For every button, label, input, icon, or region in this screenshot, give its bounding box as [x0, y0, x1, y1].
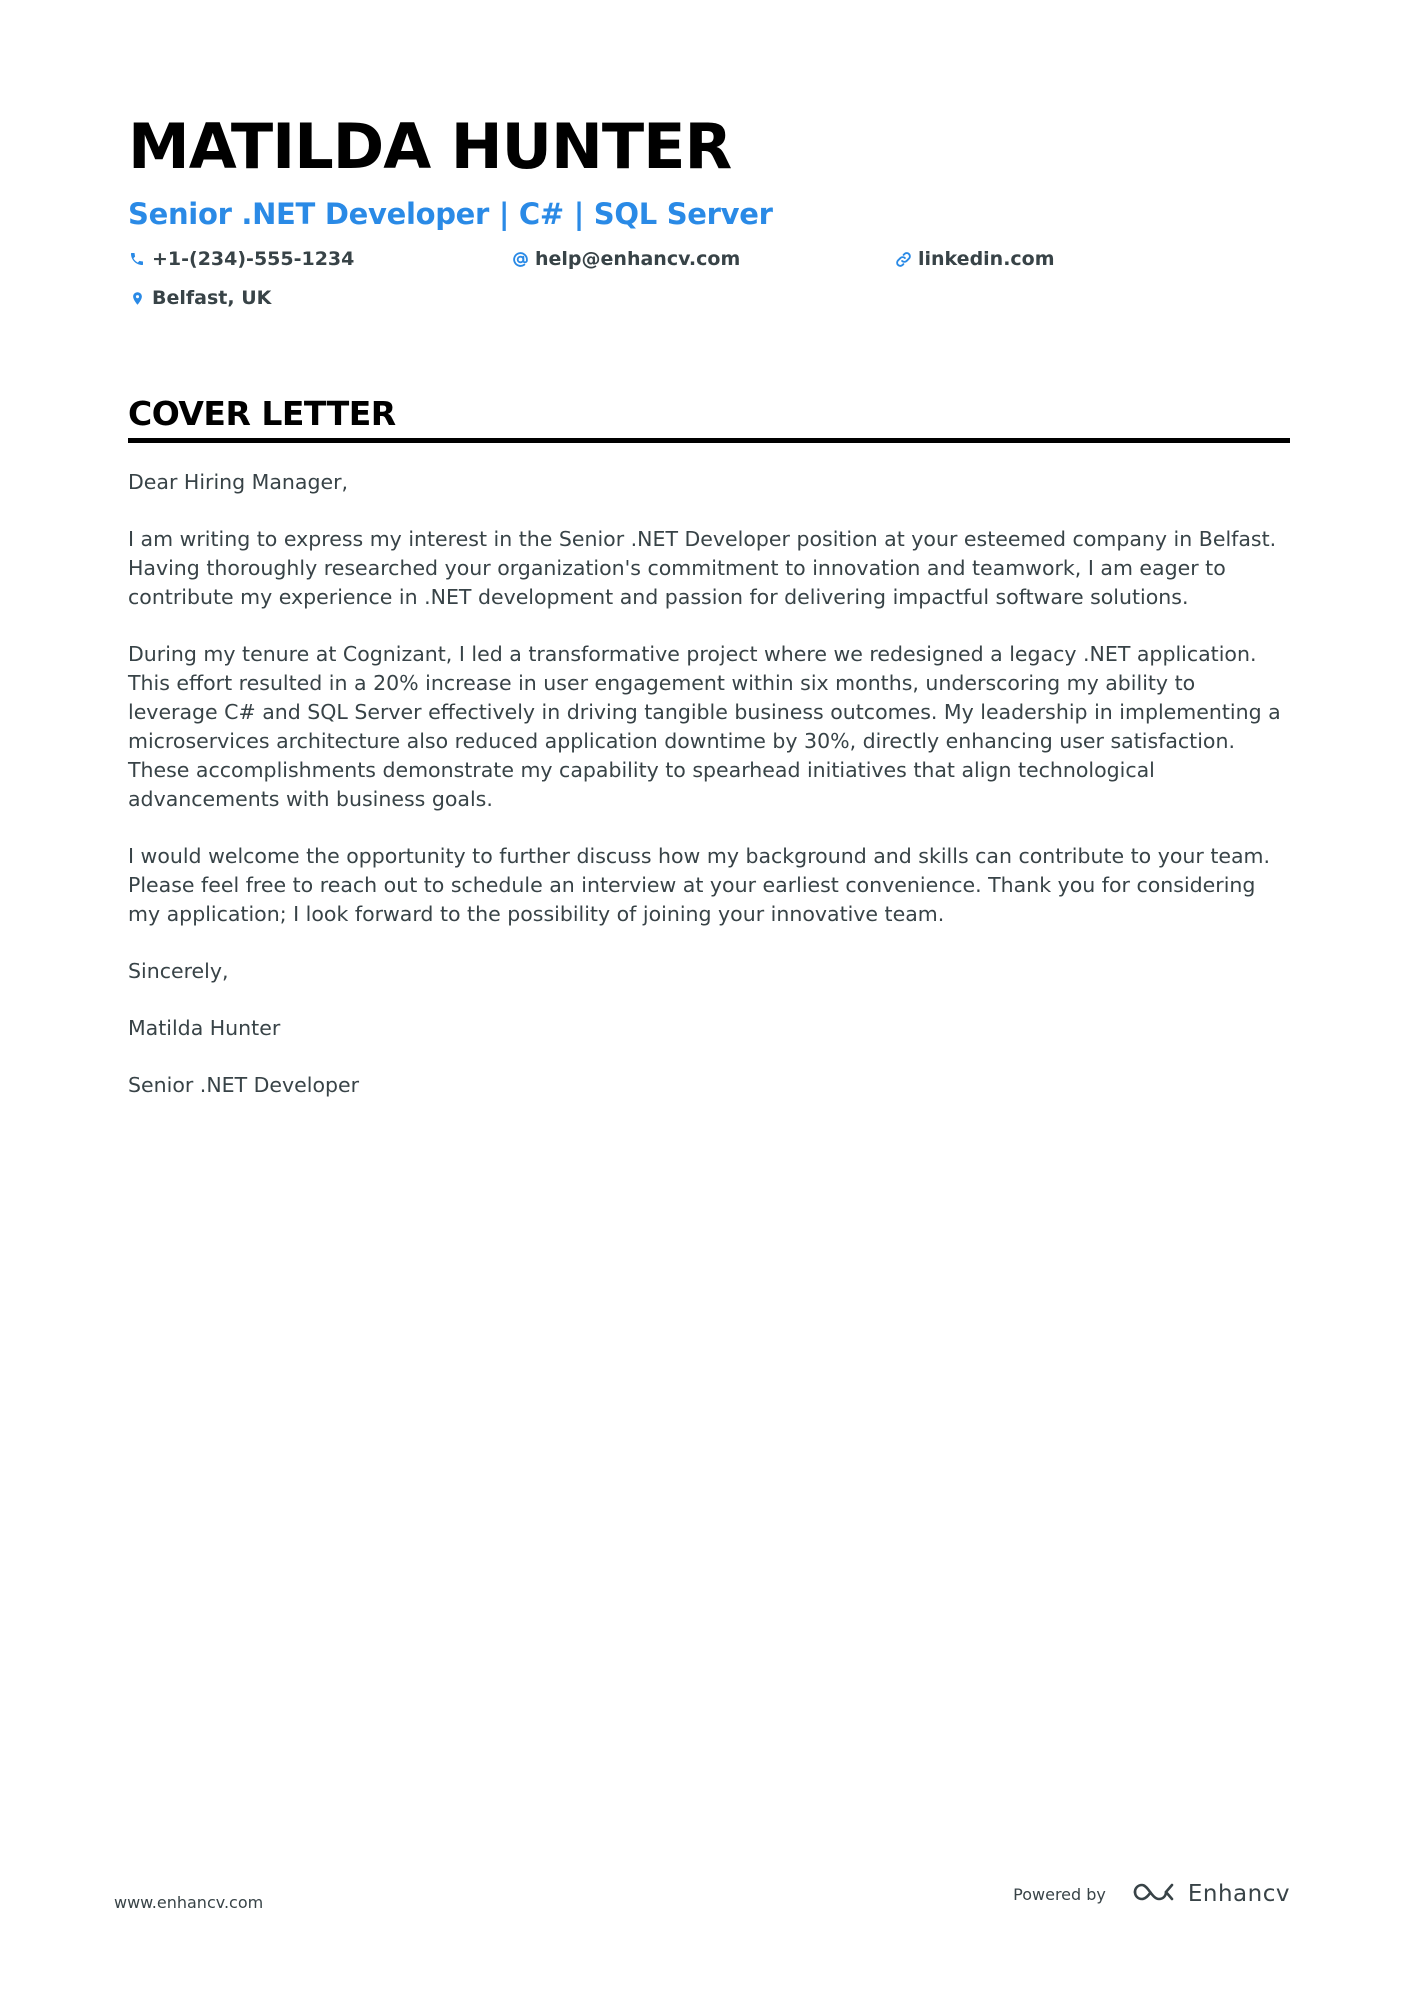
- enhancv-logo-icon: [1132, 1880, 1178, 1908]
- section-title: COVER LETTER: [128, 394, 396, 433]
- candidate-name: MATILDA HUNTER: [128, 110, 732, 183]
- phone-icon: [128, 250, 146, 268]
- location-text: Belfast, UK: [152, 287, 272, 309]
- contact-location: [128, 285, 271, 311]
- candidate-title: Senior .NET Developer | C# | SQL Server: [128, 197, 773, 231]
- letter-paragraph: During my tenure at Cognizant, I led a transformative project where we redesigned a legacy .NET application. This effort resulted in a 20% increase in user engagement within six months, underscoring my ability to leverage C# and SQL Server effectively in driving tangible business outcomes. My leadership in implementing a microservices architecture also reduced application downtime by 30%, directly enhancing user satisfaction. These accomplishments demonstrate my capability to spearhead initiatives that align technological advancements with business goals.: [128, 642, 1281, 811]
- footer-branding: [1013, 1880, 1290, 1908]
- letter-greeting: Dear Hiring Manager,: [128, 470, 349, 494]
- signature-name: Matilda Hunter: [128, 1016, 281, 1040]
- powered-by-text: Powered by: [1013, 1884, 1106, 1904]
- letter-paragraph: I am writing to express my interest in the Senior .NET Developer position at your esteemed company in Belfast. Having thoroughly researched your organization's commitment to innovation and teamwork, I am eager to contribute my experience in .NET development and passion for delivering impactful software solutions.: [128, 527, 1277, 609]
- footer-website[interactable]: www.enhancv.com: [114, 1893, 264, 1912]
- linkedin-text: linkedin.com: [918, 248, 1055, 270]
- brand-logo[interactable]: [1132, 1880, 1290, 1908]
- contact-email[interactable]: [511, 246, 740, 272]
- letter-body: [128, 468, 1290, 1128]
- contact-linkedin[interactable]: [894, 246, 1055, 272]
- phone-text: +1-(234)-555-1234: [152, 248, 355, 270]
- letter-paragraph: I would welcome the opportunity to further discuss how my background and skills can contribute to your team. Please feel free to reach out to schedule an interview at your earliest convenience. Thank you for considering my application; I look forward to the possibility of joining your innovative team.: [128, 844, 1271, 926]
- contact-list: [128, 246, 1290, 326]
- letter-closing: Sincerely,: [128, 959, 229, 983]
- link-icon: [894, 250, 912, 268]
- email-text: help@enhancv.com: [535, 248, 741, 270]
- contact-phone: [128, 246, 354, 272]
- section-divider: [128, 438, 1290, 443]
- signature-title: Senior .NET Developer: [128, 1073, 360, 1097]
- location-pin-icon: [128, 289, 146, 307]
- brand-name: Enhancv: [1187, 1881, 1290, 1907]
- at-icon: [511, 250, 529, 268]
- header: [128, 108, 1290, 326]
